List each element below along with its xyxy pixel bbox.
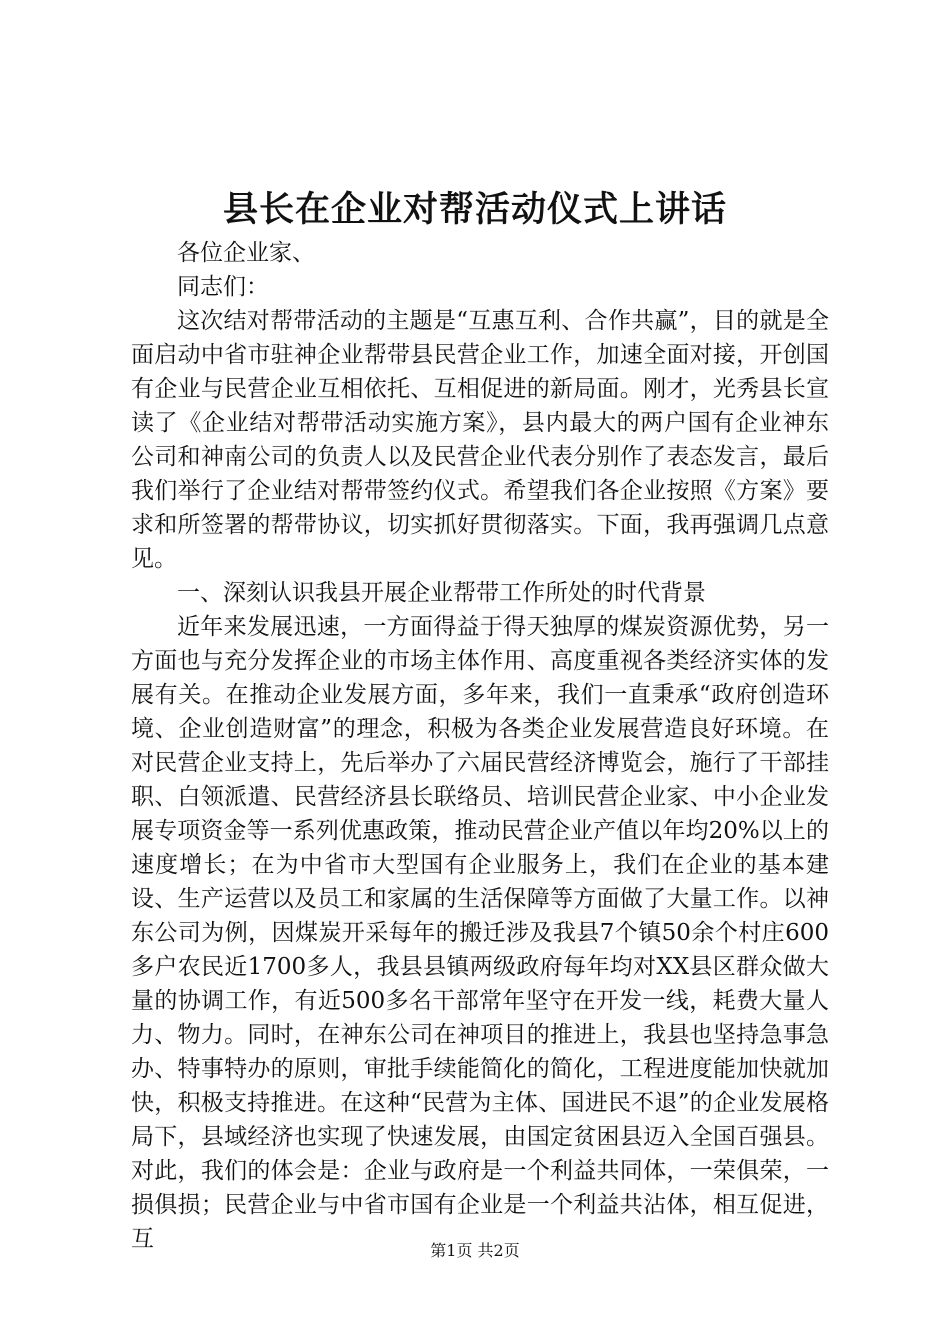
document-body [131,236,829,1256]
page-footer: 第1页 共2页 [430,1241,520,1260]
section-heading-1: 一、深刻认识我县开展企业帮带工作所处的时代背景 [177,580,706,606]
paragraph-background: 近年来发展迅速，一方面得益于得天独厚的煤炭资源优势，另一方面也与充分发挥企业的市场主体作用、高度重视各类经济实体的发展有关。在推动企业发展方面，多年来，我们一直秉承“政府创造环境、企业创造财富”的理念，积极为各类企业发展营造良好环境。在对民营企业支持上，先后举办了六届民营经济博览会，施行了干部挂职、白领派遣、民营经济县长联络员、培训民营企业家、中小企业发展专项资金等一系列优惠政策，推动民营企业产值以年均20%以上的速度增长；在为中省市大型国有企业服务上，我们在企业的基本建设、生产运营以及员工和家属的生活保障等方面做了大量工作。以神东公司为例，因煤炭开采每年的搬迁涉及我县7个镇50余个村庄600多户农民近1700多人，我县县镇两级政府每年均对XX县区群众做大量的协调工作，有近500多名干部常年坚守在开发一线，耗费大量人力、物力。同时，在神东公司在神项目的推进上，我县也坚持急事急办、特事特办的原则，审批手续能简化的简化，工程进度能加快就加快，积极支持推进。在这种“民营为主体、国进民不退”的企业发展格局下，县域经济也实现了快速发展，由国定贫困县迈入全国百强县。对此，我们的体会是：企业与政府是一个利益共同体，一荣俱荣，一损俱损；民营企业与中省市国有企业是一个利益共沾体，相互促进，互 [131,614,829,1252]
document-title: 县长在企业对帮活动仪式上讲话 [222,189,727,230]
salutation-line-1: 各位企业家、 [177,240,315,266]
paragraph-intro: 这次结对帮带活动的主题是“互惠互利、合作共赢”，目的就是全面启动中省市驻神企业帮带县民营企业工作，加速全面对接，开创国有企业与民营企业互相依托、互相促进的新局面。刚才，光秀县长宣读了《企业结对帮带活动实施方案》，县内最大的两户国有企业神东公司和神南公司的负责人以及民营企业代表分别作了表态发言，最后我们举行了企业结对帮带签约仪式。希望我们各企业按照《方案》要求和所签署的帮带协议，切实抓好贯彻落实。下面，我再强调几点意见。 [131,308,829,572]
salutation-line-2: 同志们： [177,274,269,300]
